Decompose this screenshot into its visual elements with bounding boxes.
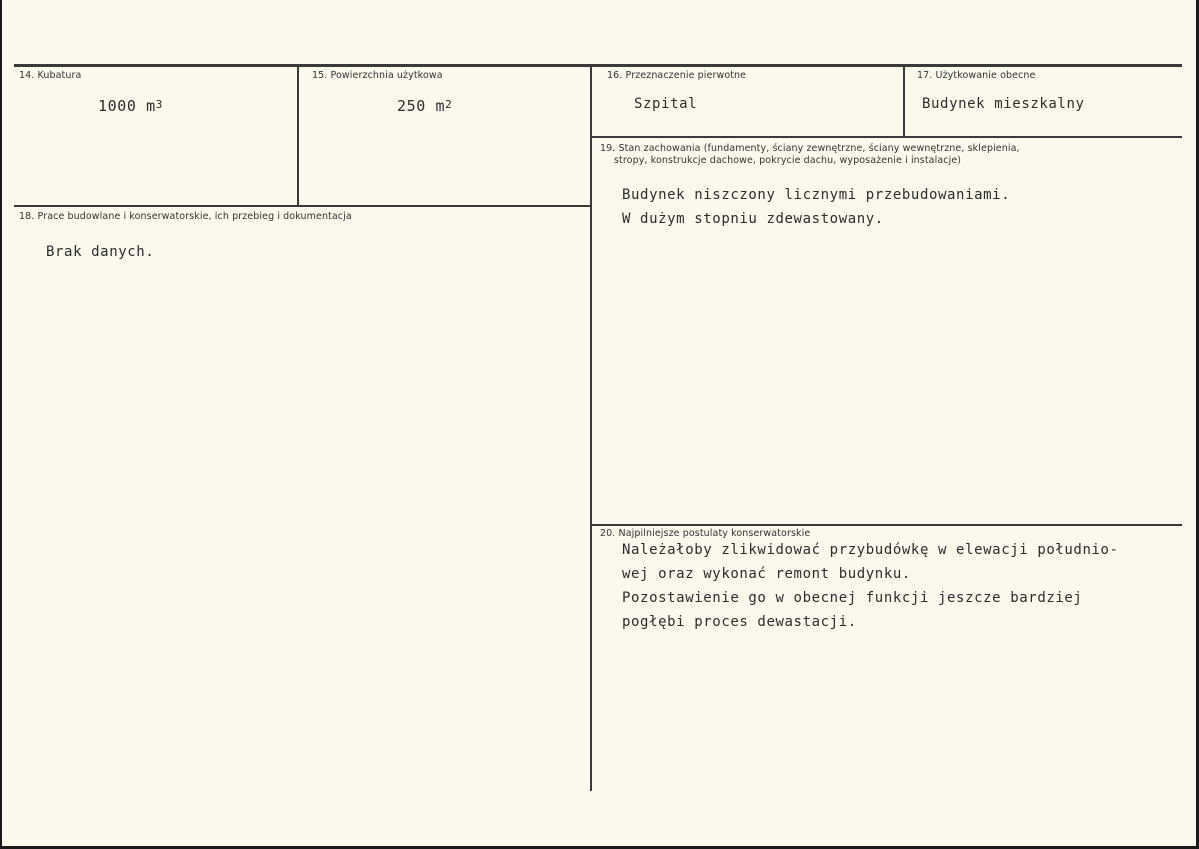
prace-label: 18. Prace budowlane i konserwatorskie, ich przebieg i dokumentacja: [19, 211, 352, 222]
uzytkowanie-label: 17. Użytkowanie obecne: [917, 70, 1036, 81]
kubatura-number: 1000 m: [98, 97, 156, 115]
powierzchnia-number: 250 m: [397, 97, 446, 115]
kubatura-value: [98, 97, 163, 115]
kubatura-label: 14. Kubatura: [19, 70, 82, 81]
top-rule: [14, 64, 1182, 67]
rule-above-19: [592, 136, 1182, 138]
stan-line: W dużym stopniu zdewastowany.: [622, 211, 884, 227]
stan-line: Budynek niszczony licznymi przebudowaniami.: [622, 187, 1011, 203]
postulaty-line: pogłębi proces dewastacji.: [622, 614, 857, 630]
prace-value: Brak danych.: [46, 244, 155, 260]
postulaty-line: Pozostawienie go w obecnej funkcji jeszcze bardziej: [622, 590, 1083, 606]
uzytkowanie-value: Budynek mieszkalny: [922, 96, 1085, 112]
scan-edge-left: [0, 0, 2, 849]
postulaty-line: wej oraz wykonać remont budynku.: [622, 566, 911, 582]
divider-14-15: [297, 65, 299, 207]
postulaty-text: [622, 538, 1119, 634]
stan-label-line1: 19. Stan zachowania (fundamenty, ściany zewnętrzne, ściany wewnętrzne, sklepienia,: [600, 143, 1020, 154]
stan-text: [622, 183, 1010, 231]
przeznaczenie-value: Szpital: [634, 96, 698, 112]
main-column-divider: [590, 65, 592, 791]
powierzchnia-label: 15. Powierzchnia użytkowa: [312, 70, 443, 81]
powierzchnia-exponent: 2: [445, 98, 453, 111]
powierzchnia-value: [397, 97, 452, 115]
przeznaczenie-label: 16. Przeznaczenie pierwotne: [607, 70, 747, 81]
rule-above-20: [592, 524, 1182, 526]
stan-label-line2: stropy, konstrukcje dachowe, pokrycie dachu, wyposażenie i instalacje): [614, 155, 962, 166]
postulaty-line: Należałoby zlikwidować przybudówkę w elewacji południo-: [622, 542, 1119, 558]
rule-above-18: [14, 205, 591, 207]
postulaty-label: 20. Najpilniejsze postulaty konserwatorskie: [600, 528, 811, 539]
divider-16-17: [903, 65, 905, 137]
kubatura-exponent: 3: [155, 98, 164, 111]
